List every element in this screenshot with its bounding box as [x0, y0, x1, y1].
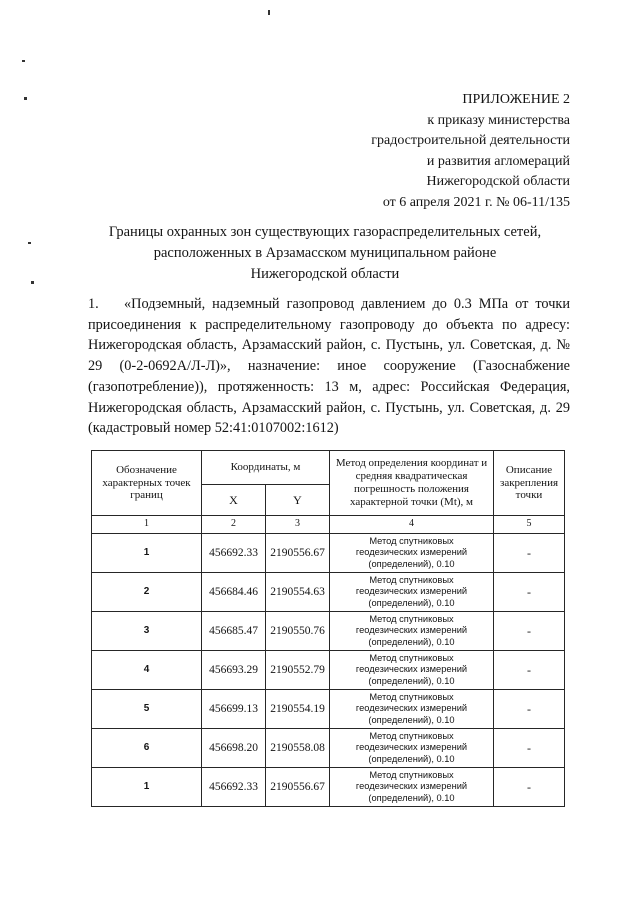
title-line: расположенных в Арзамасском муниципальном районе	[153, 245, 497, 261]
method-line: (определений), 0.10	[368, 675, 455, 686]
coord-y: 2190554.63	[266, 573, 330, 612]
scan-speck	[22, 60, 25, 62]
annex-heading: ПРИЛОЖЕНИЕ 2	[462, 92, 570, 107]
boundary-points-table	[91, 450, 565, 807]
scan-speck	[268, 10, 270, 15]
method-line: (определений), 0.10	[368, 714, 455, 725]
method-line: Метод спутниковых	[369, 691, 454, 702]
header-y: Y	[266, 485, 330, 516]
coord-y: 2190558.08	[266, 729, 330, 768]
fixing-description: -	[494, 690, 565, 729]
point-id: 2	[92, 573, 202, 612]
method-line: Метод спутниковых	[369, 613, 454, 624]
coord-x: 456692.33	[202, 768, 266, 807]
method-line: геодезических измерений	[355, 547, 468, 558]
column-number: 2	[202, 516, 266, 534]
method-line: геодезических измерений	[355, 664, 468, 675]
point-id: 3	[92, 612, 202, 651]
coord-x: 456684.46	[202, 573, 266, 612]
table-row	[92, 651, 565, 690]
item-text: «Подземный, надземный газопровод давлением до 0.3 МПа от точки присоединения к распределительному газопроводу до объекта по адресу: Нижегородская область, Арзамасский район, с. Пустынь, ул. Советская, д. № 29 (0-2-0692А/Л-Л)», назначение: иное сооружение (Газоснабжение (газопотребление)), протяженность: 13 м, адрес: Российская Федерация, Нижегородская область, Арзамасский район, с. Пустынь, ул. Советская, д. 29 (кадастровый номер 52:41:0107002:1612)	[88, 296, 570, 437]
coord-y: 2190554.19	[266, 690, 330, 729]
coord-x: 456685.47	[202, 612, 266, 651]
fixing-description: -	[494, 534, 565, 573]
method-line: Метод спутниковых	[369, 535, 454, 546]
coord-x: 456699.13	[202, 690, 266, 729]
method-line: Метод спутниковых	[369, 574, 454, 585]
header-description: Описание закрепления точки	[494, 451, 565, 516]
method-line: (определений), 0.10	[368, 597, 455, 608]
item-paragraph	[88, 294, 570, 439]
document-title	[88, 222, 562, 285]
header-method: Метод определения координат и средняя квадратическая погрешность положения характерной точки (Mt), м	[330, 451, 494, 516]
coord-y: 2190552.79	[266, 651, 330, 690]
annex-order-date: от 6 апреля 2021 г. № 06-11/135	[382, 194, 570, 210]
method-line: геодезических измерений	[355, 625, 468, 636]
method-cell	[330, 651, 494, 690]
point-id: 1	[92, 534, 202, 573]
annex-line: градостроительной деятельности	[371, 133, 570, 148]
coord-y: 2190556.67	[266, 768, 330, 807]
coord-y: 2190556.67	[266, 534, 330, 573]
method-line: геодезических измерений	[355, 586, 468, 597]
method-line: (определений), 0.10	[368, 636, 455, 647]
method-cell	[330, 573, 494, 612]
fixing-description: -	[494, 573, 565, 612]
method-line: (определений), 0.10	[368, 792, 455, 803]
method-line: Метод спутниковых	[369, 769, 454, 780]
column-number: 3	[266, 516, 330, 534]
column-number: 4	[330, 516, 494, 534]
scan-speck	[24, 97, 27, 100]
annex-line: Нижегородской области	[426, 174, 570, 189]
point-id: 4	[92, 651, 202, 690]
coord-y: 2190550.76	[266, 612, 330, 651]
point-id: 1	[92, 768, 202, 807]
fixing-description: -	[494, 612, 565, 651]
header-designation: Обозначение характерных точек границ	[92, 451, 202, 516]
table-row	[92, 768, 565, 807]
fixing-description: -	[494, 729, 565, 768]
method-cell	[330, 729, 494, 768]
table-row	[92, 612, 565, 651]
table-row	[92, 690, 565, 729]
method-cell	[330, 534, 494, 573]
annex-line: и развития агломераций	[426, 153, 570, 169]
fixing-description: -	[494, 768, 565, 807]
method-line: геодезических измерений	[355, 781, 468, 792]
method-cell	[330, 612, 494, 651]
coord-x: 456693.29	[202, 651, 266, 690]
method-cell	[330, 690, 494, 729]
point-id: 6	[92, 729, 202, 768]
method-cell	[330, 768, 494, 807]
header-coordinates: Координаты, м	[202, 451, 330, 485]
header-x: X	[202, 485, 266, 516]
method-line: Метод спутниковых	[369, 730, 454, 741]
coord-x: 456692.33	[202, 534, 266, 573]
annex-block	[371, 90, 570, 213]
title-line: Нижегородской области	[250, 266, 400, 282]
fixing-description: -	[494, 651, 565, 690]
method-line: (определений), 0.10	[368, 753, 455, 764]
method-line: (определений), 0.10	[368, 558, 455, 569]
table-row	[92, 573, 565, 612]
coord-x: 456698.20	[202, 729, 266, 768]
method-line: геодезических измерений	[355, 703, 468, 714]
method-line: геодезических измерений	[355, 742, 468, 753]
column-number: 5	[494, 516, 565, 534]
table-row	[92, 729, 565, 768]
scan-speck	[28, 242, 31, 244]
point-id: 5	[92, 690, 202, 729]
title-line: Границы охранных зон существующих газораспределительных сетей,	[108, 224, 542, 240]
table-row	[92, 534, 565, 573]
column-number-row	[92, 516, 565, 534]
item-number: 1.	[88, 296, 99, 312]
method-line: Метод спутниковых	[369, 652, 454, 663]
column-number: 1	[92, 516, 202, 534]
annex-line: к приказу министерства	[427, 112, 570, 128]
scan-speck	[31, 281, 34, 284]
